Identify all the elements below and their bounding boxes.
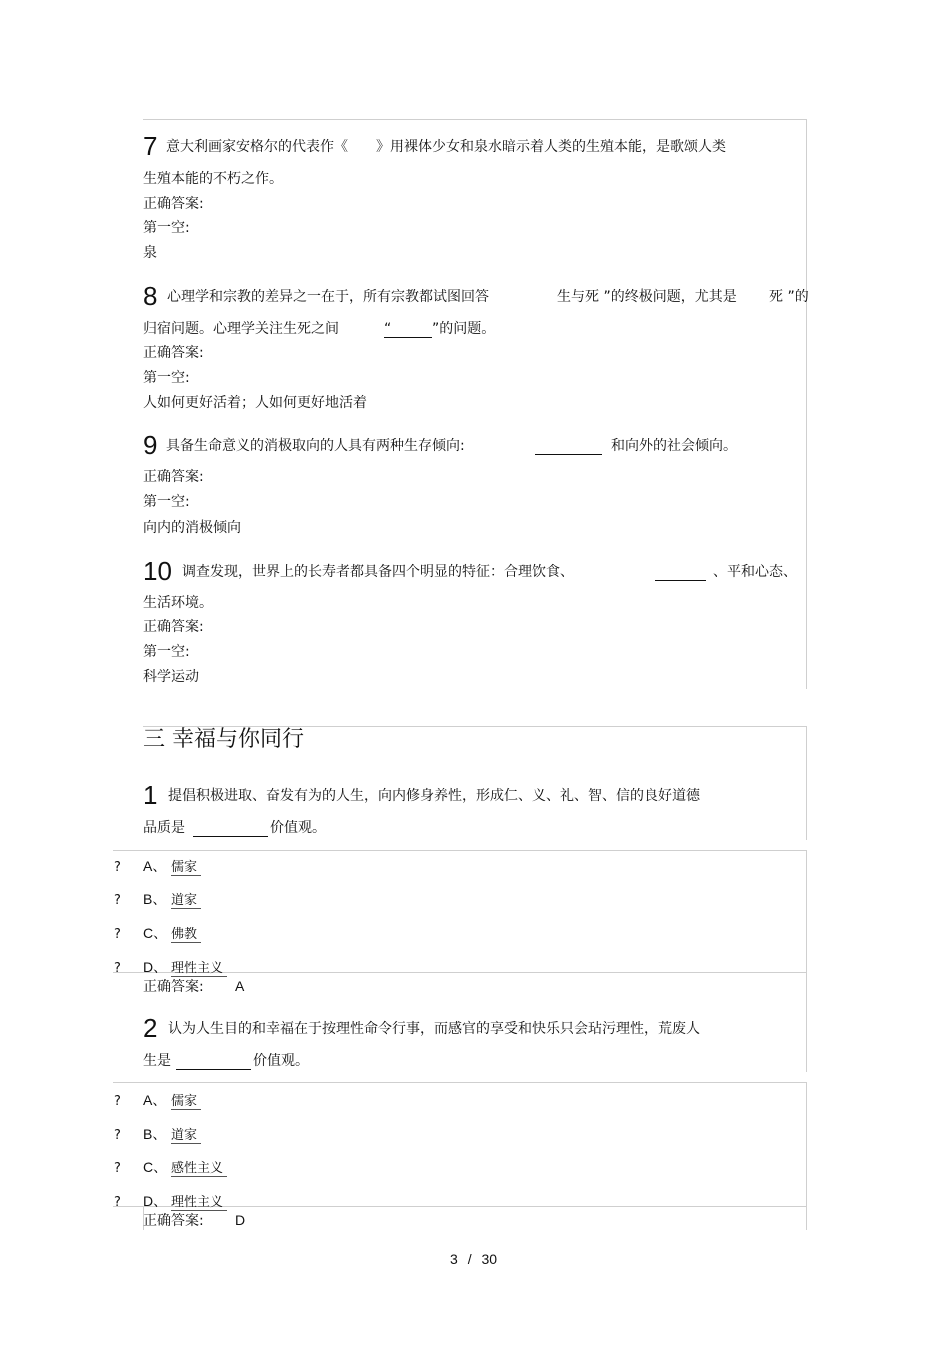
- answer-value: 向内的消极倾向: [143, 520, 241, 536]
- option-marker: ?: [114, 927, 121, 942]
- option-text[interactable]: 理性主义: [171, 1191, 227, 1211]
- option-text[interactable]: 感性主义: [171, 1157, 227, 1177]
- question-number: 7: [143, 131, 158, 161]
- option-marker: ?: [114, 961, 121, 976]
- option-c[interactable]: [114, 923, 121, 942]
- question-text-continued: 生活环境。: [143, 595, 213, 611]
- frame-line-options1-right: [806, 850, 807, 972]
- page-number: [450, 1251, 497, 1267]
- question-text: 具备生命意义的消极取向的人具有两种生存倾向:: [166, 438, 465, 454]
- blank-label: 第一空:: [143, 370, 190, 386]
- option-letter: C、: [143, 1159, 168, 1175]
- answer-value: 泉: [143, 245, 157, 261]
- quote-mark: “: [384, 321, 392, 337]
- blank-label: 第一空:: [143, 494, 190, 510]
- page-separator: /: [467, 1251, 472, 1267]
- question-number: 1: [143, 780, 158, 810]
- frame-line-top: [143, 119, 807, 120]
- frame-line-q2-right: [806, 972, 807, 1072]
- question-text: 提倡积极进取、奋发有为的人生，向内修身养性，形成仁、义、礼、智、信的良好道德: [168, 788, 700, 804]
- frame-line-options1-top: [113, 850, 807, 851]
- question-text: 心理学和宗教的差异之一在于，所有宗教都试图回答: [167, 289, 489, 305]
- question-text-continued: 价值观。: [270, 820, 326, 836]
- option-b[interactable]: [114, 1124, 121, 1143]
- option-text[interactable]: 儒家: [171, 1090, 201, 1110]
- frame-line-right-section: [806, 726, 807, 840]
- question-text-continued: ”的问题。: [432, 321, 496, 337]
- question-text: 认为人生目的和幸福在于按理性命令行事，而感官的享受和快乐只会玷污理性，荒废人: [168, 1021, 700, 1037]
- option-marker: ?: [114, 893, 121, 908]
- page-current: 3: [450, 1251, 458, 1267]
- option-text[interactable]: 理性主义: [171, 957, 227, 977]
- option-c[interactable]: [114, 1157, 121, 1176]
- fill-blank-underline: [384, 337, 432, 338]
- frame-line-options2-right: [806, 1082, 807, 1206]
- answer-label: 正确答案:: [143, 979, 204, 995]
- question-text: 生与死 ”的终极问题，尤其是: [557, 289, 737, 305]
- answer-label: 正确答案:: [143, 619, 204, 635]
- option-text[interactable]: 道家: [171, 889, 201, 909]
- blank-label: 第一空:: [143, 644, 190, 660]
- answer-value: A: [235, 978, 245, 994]
- section-title: 三 幸福与你同行: [143, 727, 304, 752]
- option-marker: ?: [114, 1128, 121, 1143]
- option-text[interactable]: 佛教: [171, 923, 201, 943]
- question-text: 意大利画家安格尔的代表作《 》用裸体少女和泉水暗示着人类的生殖本能，是歌颂人类: [166, 139, 726, 155]
- option-letter: C、: [143, 925, 168, 941]
- option-letter: B、: [143, 1126, 167, 1142]
- fill-blank-underline: [535, 454, 602, 455]
- option-d[interactable]: [114, 957, 121, 976]
- option-letter: A、: [143, 1092, 167, 1108]
- frame-line-options2-top: [113, 1082, 807, 1083]
- option-letter: A、: [143, 858, 167, 874]
- frame-line-right-top: [806, 119, 807, 689]
- question-text-continued: 品质是: [143, 820, 185, 836]
- fill-blank: [384, 319, 432, 339]
- answer-label: 正确答案:: [143, 196, 204, 212]
- question-text: 和向外的社会倾向。: [611, 438, 737, 454]
- question-number: 8: [143, 281, 158, 311]
- page-total: 30: [481, 1251, 498, 1267]
- fill-blank-underline: [193, 836, 268, 837]
- option-text[interactable]: 道家: [171, 1124, 201, 1144]
- answer-value: 人如何更好活着；人如何更好地活着: [143, 395, 367, 411]
- answer-label: 正确答案:: [143, 1213, 204, 1229]
- question-text: 调查发现，世界上的长寿者都具备四个明显的特征：合理饮食、: [182, 564, 574, 580]
- option-text[interactable]: 儒家: [171, 856, 201, 876]
- option-letter: D、: [143, 959, 168, 975]
- question-text-continued: 归宿问题。心理学关注生死之间: [143, 321, 339, 337]
- option-d[interactable]: [114, 1191, 121, 1210]
- option-a[interactable]: [114, 856, 121, 875]
- question-number: 10: [143, 556, 172, 586]
- fill-blank-underline: [655, 580, 706, 581]
- question-text: 、平和心态、: [713, 564, 797, 580]
- frame-line-answer2-right: [806, 1206, 807, 1230]
- option-b[interactable]: [114, 889, 121, 908]
- answer-value: 科学运动: [143, 669, 199, 685]
- option-marker: ?: [114, 1195, 121, 1210]
- fill-blank-underline: [176, 1069, 251, 1070]
- option-marker: ?: [114, 1161, 121, 1176]
- question-text-continued: 生是: [143, 1053, 171, 1069]
- question-number: 2: [143, 1013, 158, 1043]
- answer-label: 正确答案:: [143, 345, 204, 361]
- question-text-continued: 价值观。: [253, 1053, 309, 1069]
- answer-value: D: [235, 1212, 246, 1228]
- question-text-continued: 生殖本能的不朽之作。: [143, 171, 283, 187]
- question-text: 死 ”的: [769, 289, 809, 305]
- option-marker: ?: [114, 1094, 121, 1109]
- option-letter: D、: [143, 1193, 168, 1209]
- option-letter: B、: [143, 891, 167, 907]
- question-number: 9: [143, 430, 158, 460]
- blank-label: 第一空:: [143, 220, 190, 236]
- answer-label: 正确答案:: [143, 469, 204, 485]
- option-a[interactable]: [114, 1090, 121, 1109]
- option-marker: ?: [114, 860, 121, 875]
